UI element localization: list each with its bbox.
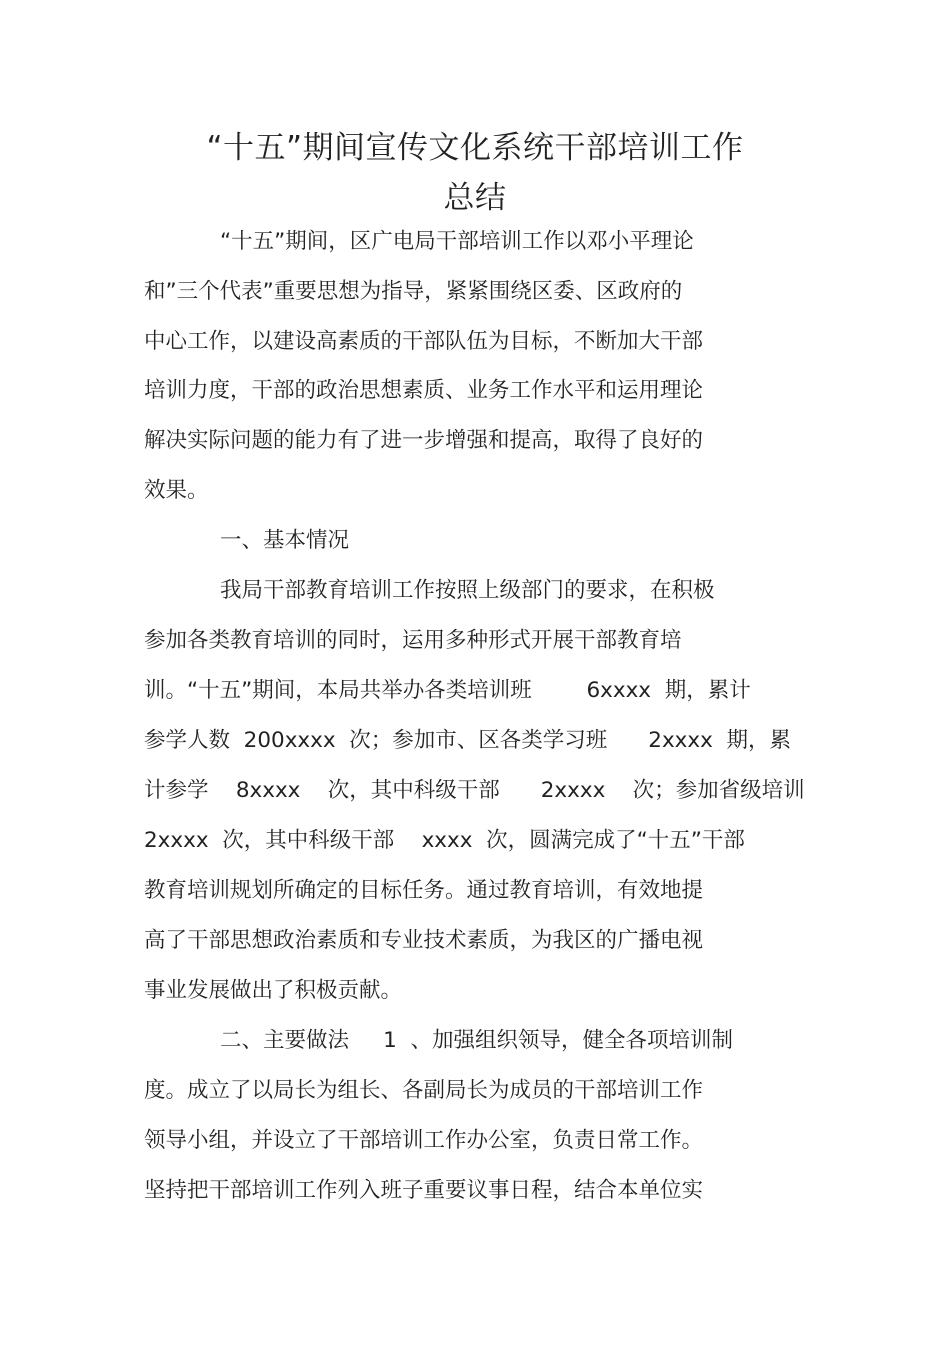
paragraph-line: 中心工作，以建设高素质的干部队伍为目标，不断加大干部	[144, 329, 704, 354]
section-heading: 一、基本情况	[220, 528, 350, 553]
paragraph-line: 计参学 8xxxx 次，其中科级干部 2xxxx 次；参加省级培训	[144, 778, 805, 803]
paragraph-line: 度。成立了以局长为组长、各副局长为成员的干部培训工作	[144, 1078, 704, 1103]
document-title-line-1: “十五”期间宣传文化系统干部培训工作	[206, 130, 744, 166]
paragraph-line: 参加各类教育培训的同时，运用多种形式开展干部教育培	[144, 628, 682, 653]
document-title-line-2: 总结	[443, 180, 507, 216]
paragraph-line: 解决实际问题的能力有了进一步增强和提高，取得了良好的	[144, 428, 704, 453]
paragraph-line: 训。“十五”期间，本局共举办各类培训班 6xxxx 期，累计	[144, 678, 751, 703]
paragraph-line: “十五”期间，区广电局干部培训工作以邓小平理论	[220, 229, 694, 254]
paragraph-line: 我局干部教育培训工作按照上级部门的要求，在积极	[220, 578, 715, 603]
paragraph-line: 效果。	[144, 478, 209, 503]
paragraph-line: 教育培训规划所确定的目标任务。通过教育培训，有效地提	[144, 878, 704, 903]
paragraph-line: 高了干部思想政治素质和专业技术素质，为我区的广播电视	[144, 928, 704, 953]
section-heading: 二、主要做法 1 、加强组织领导，健全各项培训制	[220, 1028, 734, 1053]
paragraph-line: 领导小组，并设立了干部培训工作办公室，负责日常工作。	[144, 1128, 704, 1153]
paragraph-line: 培训力度，干部的政治思想素质、业务工作水平和运用理论	[144, 378, 704, 403]
paragraph-line: 坚持把干部培训工作列入班子重要议事日程，结合本单位实	[144, 1178, 704, 1203]
paragraph-line: 和”三个代表”重要思想为指导，紧紧围绕区委、区政府的	[144, 279, 683, 304]
paragraph-line: 事业发展做出了积极贡献。	[144, 978, 403, 1003]
paragraph-line: 参学人数 200xxxx 次；参加市、区各类学习班 2xxxx 期，累	[144, 728, 792, 753]
paragraph-line: 2xxxx 次，其中科级干部 xxxx 次，圆满完成了“十五”干部	[144, 828, 745, 853]
